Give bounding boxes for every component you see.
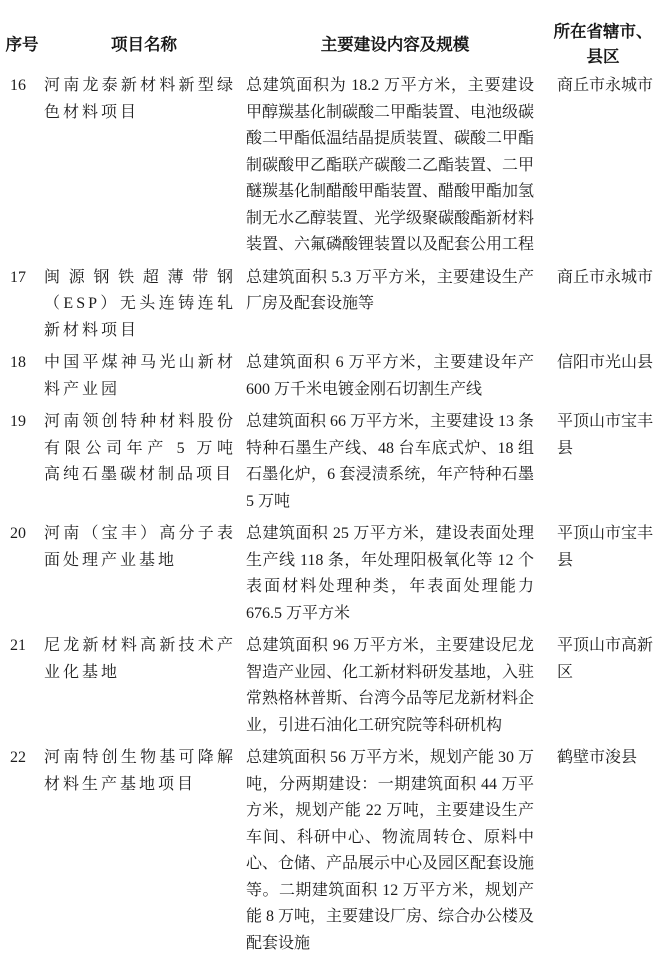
- construction-content-cell: 总建筑面积 66 万平方米，主要建设 13 条特种石墨生产线、48 台车底式炉、18 组石墨化炉，6 套浸渍系统，年产特种石墨 5 万吨: [246, 413, 535, 510]
- location-cell: 信阳市光山县: [557, 354, 654, 371]
- row-serial-number: 16: [10, 77, 26, 94]
- project-name-cell: 河南领创特种材料股份有限公司年产 5 万吨高纯石墨碳材制品项目: [44, 413, 236, 483]
- construction-content-cell: 总建筑面积为 18.2 万平方米，主要建设甲醇羰基化制碳酸二甲酯装置、电池级碳酸二甲酯低温结晶提质装置、碳酸二甲酯制碳酸甲乙酯联产碳酸二乙酯装置、二甲醚羰基化制醋酸甲酯装置、醋酸甲酯加氢制无水乙醇装置、光学级聚碳酸酯新材料装置、六氟磷酸锂装置以及配套公用工程: [246, 77, 535, 253]
- header-location: 所在省辖市、县区: [553, 23, 653, 66]
- table-body: [0, 73, 660, 957]
- table-header-row: [0, 20, 660, 70]
- construction-content-cell: 总建筑面积 96 万平方米，主要建设尼龙智造产业园、化工新材料研发基地，入驻常熟格林普斯、台湾今品等尼龙新材料企业，引进石油化工研究院等科研机构: [246, 637, 535, 734]
- project-name-cell: 河南龙泰新材料新型绿色材料项目: [44, 77, 236, 121]
- construction-content-cell: 总建筑面积 5.3 万平方米，主要建设生产厂房及配套设施等: [246, 268, 534, 312]
- row-serial-number: 20: [10, 525, 26, 542]
- location-cell: 平顶山市高新区: [557, 637, 654, 681]
- row-serial-number: 21: [10, 637, 26, 654]
- row-serial-number: 17: [10, 268, 26, 286]
- project-name-cell: 尼龙新材料高新技术产业化基地: [44, 637, 236, 681]
- project-name-cell: 中国平煤神马光山新材料产业园: [44, 354, 236, 398]
- project-name-cell: 闽源钢铁超薄带钢（ESP）无头连铸连轧新材料项目: [44, 268, 236, 339]
- construction-content-cell: 总建筑面积 25 万平方米，建设表面处理生产线 118 条，年处理阳极氧化等 12 个表面材料处理种类，年表面处理能力 676.5 万平方米: [246, 525, 534, 622]
- project-name-cell: 河南特创生物基可降解材料生产基地项目: [44, 749, 236, 793]
- header-construction-content: 主要建设内容及规模: [320, 35, 470, 54]
- project-name-cell: 河南（宝丰）高分子表面处理产业基地: [44, 525, 236, 569]
- header-project-name: 项目名称: [111, 35, 177, 54]
- construction-content-cell: 总建筑面积 56 万平方米，规划产能 30 万吨，分两期建设：一期建筑面积 44 万平方米，规划产能 22 万吨，主要建设生产车间、科研中心、物流周转仓、原料中心、仓储、产品展示中心及园区配套设施等。二期建筑面积 12 万平方米，规划产能 8 万吨，主要建设厂房、综合办公楼及配套设施: [246, 749, 535, 952]
- location-cell: 平顶山市宝丰县: [557, 525, 654, 569]
- table-row: [0, 521, 660, 627]
- location-cell: 平顶山市宝丰县: [557, 413, 654, 457]
- table-row: [0, 350, 660, 403]
- table-row: [0, 633, 660, 739]
- row-serial-number: 19: [10, 413, 26, 430]
- table-row: [0, 409, 660, 515]
- construction-content-cell: 总建筑面积 6 万平方米，主要建设年产 600 万千米电镀金刚石切割生产线: [246, 354, 534, 398]
- row-serial-number: 18: [10, 354, 26, 371]
- table-row: [0, 265, 660, 345]
- location-cell: 商丘市永城市: [557, 268, 654, 286]
- table-row: [0, 745, 660, 957]
- location-cell: 鹤壁市浚县: [557, 749, 638, 766]
- location-cell: 商丘市永城市: [557, 77, 654, 94]
- row-serial-number: 22: [10, 749, 26, 766]
- table-row: [0, 73, 660, 259]
- header-serial-number: 序号: [5, 35, 39, 54]
